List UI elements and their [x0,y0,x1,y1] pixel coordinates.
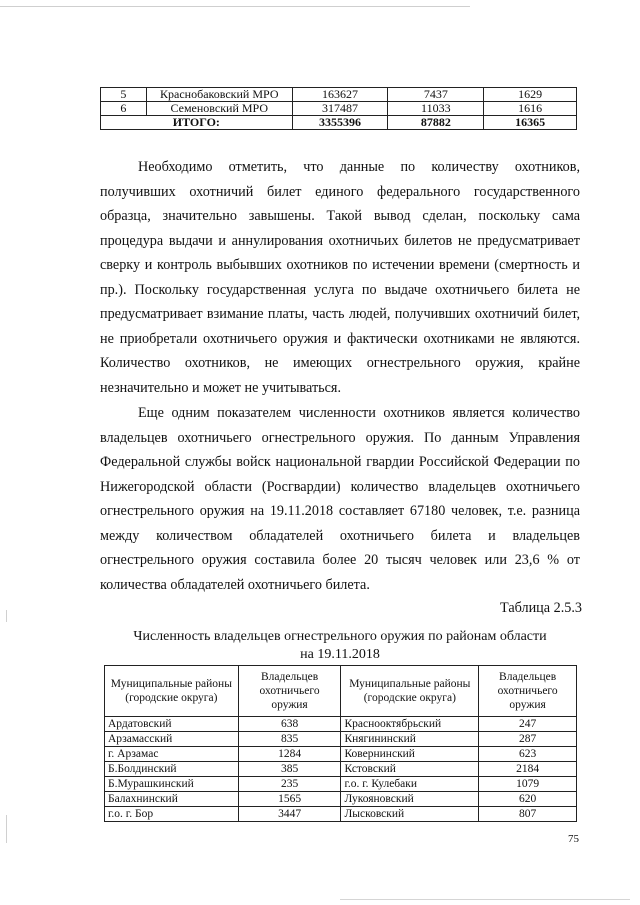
table-row [105,747,577,762]
total-value: 3355396 [292,116,388,130]
hunting-area-summary-table [100,87,577,130]
body-paragraph [100,401,580,597]
district-name: г.о. г. Кулебаки [341,777,479,792]
total-value: 16365 [484,116,577,130]
district-name: Семеновский МРО [146,102,292,116]
table-row [101,102,577,116]
district-name: Краснобаковский МРО [146,88,292,102]
firearm-owners-table [104,665,577,822]
value-cell: 1629 [484,88,577,102]
header-row [105,666,577,717]
table-row [105,792,577,807]
column-header: Муниципальные районы (городские округа) [341,666,479,717]
scan-top-line [0,6,470,7]
owners-count: 385 [238,762,341,777]
table-row [105,717,577,732]
caption-line: на 19.11.2018 [300,647,380,662]
column-header: Владельцев охотничьего оружия [479,666,577,717]
district-name: Б.Мурашкинский [105,777,239,792]
district-name: Лукояновский [341,792,479,807]
scan-margin-mark [6,815,7,843]
table-row [105,732,577,747]
table-row [105,777,577,792]
body-paragraph [100,155,580,400]
caption-line: Численность владельцев огнестрельного оружия по районам области [133,629,547,644]
value-cell: 7437 [388,88,484,102]
scan-margin-mark [6,610,7,622]
owners-count: 835 [238,732,341,747]
owners-count: 287 [479,732,577,747]
row-number: 6 [101,102,147,116]
owners-count: 3447 [238,807,341,822]
owners-count: 2184 [479,762,577,777]
district-name: Лысковский [341,807,479,822]
district-name: Кстовский [341,762,479,777]
row-number: 5 [101,88,147,102]
owners-count: 807 [479,807,577,822]
value-cell: 11033 [388,102,484,116]
owners-count: 247 [479,717,577,732]
district-name: Б.Болдинский [105,762,239,777]
total-value: 87882 [388,116,484,130]
owners-count: 235 [238,777,341,792]
scan-bottom-line [340,899,630,900]
district-name: Балахнинский [105,792,239,807]
owners-count: 1079 [479,777,577,792]
owners-count: 1284 [238,747,341,762]
owners-count: 623 [479,747,577,762]
totals-label: ИТОГО: [101,116,293,130]
district-name: Княгининский [341,732,479,747]
totals-row [101,116,577,130]
district-name: Краснооктябрьский [341,717,479,732]
column-header: Муниципальные районы (городские округа) [105,666,239,717]
district-name: г.о. г. Бор [105,807,239,822]
table-number: Таблица 2.5.3 [500,600,582,616]
column-header: Владельцев охотничьего оружия [238,666,341,717]
value-cell: 1616 [484,102,577,116]
district-name: Арзамасский [105,732,239,747]
value-cell: 163627 [292,88,388,102]
value-cell: 317487 [292,102,388,116]
table-row [105,807,577,822]
page-number: 75 [568,833,579,845]
paragraph-text: Еще одним показателем численности охотников является количество владельцев охотничьего огнестрельного оружия. По данным Управления Федеральной службы войск национальной гвардии Российской Федерации по Нижегородской области (Росгвардии) количество владельцев охотничьего огнестрельного оружия на 19.11.2018 составляет 67180 человек, т.е. разница между количеством обладателей охотничьего билета и владельцев огнестрельного оружия составила более 20 тысяч человек или 23,6 % от количества обладателей охотничьего билета. [100,405,580,593]
paragraph-text: Необходимо отметить, что данные по количеству охотников, получивших охотничий билет единого федерального государственного образца, значительно завышены. Такой вывод сделан, поскольку сама процедура выдачи и аннулирования охотничьих билетов не предусматривает сверку и контроль выбывших охотников по истечении времени (смертность и пр.). Поскольку государственная услуга по выдаче охотничьего билета не предусматривает взимание платы, часть людей, получивших охотничий билет, не приобретали охотничьего оружия и фактически охотниками не являются. Количество охотников, не имеющих огнестрельного оружия, крайне незначительно и может не учитываться. [100,159,580,396]
table-row [101,88,577,102]
owners-count: 1565 [238,792,341,807]
district-name: Ковернинский [341,747,479,762]
table-row [105,762,577,777]
district-name: Ардатовский [105,717,239,732]
owners-count: 620 [479,792,577,807]
owners-count: 638 [238,717,341,732]
district-name: г. Арзамас [105,747,239,762]
table-caption [100,628,580,664]
